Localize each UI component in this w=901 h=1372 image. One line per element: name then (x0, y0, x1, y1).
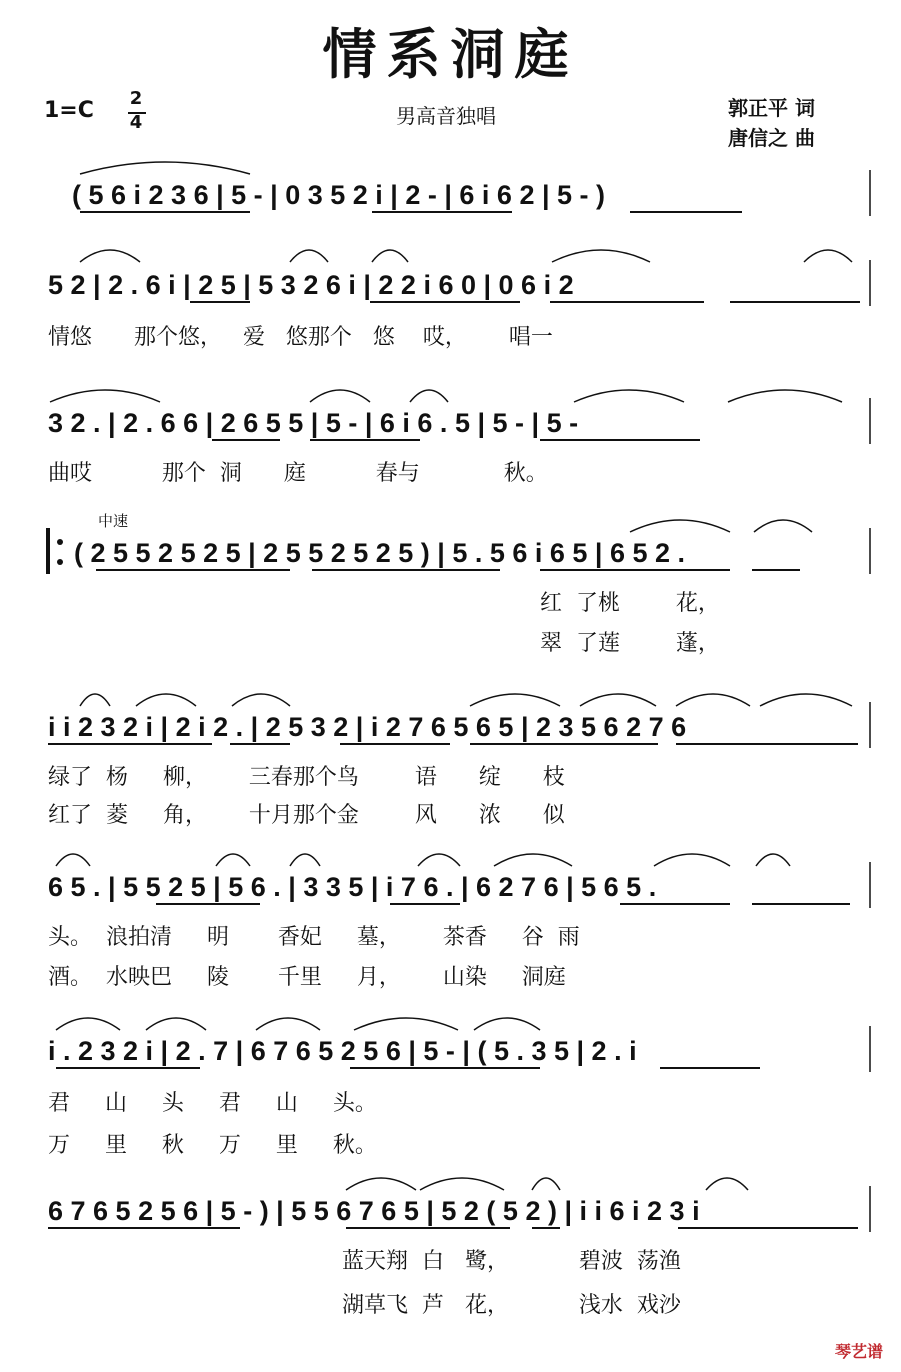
key-signature: 1=C (44, 98, 94, 123)
slur (80, 694, 110, 706)
slur (630, 520, 730, 532)
slur (418, 854, 460, 866)
song-title: 情系洞庭 (322, 22, 579, 86)
system-8-notes: 6 7 6 5 2 5 6 | 5 - ) | 5 5 6 7 6 5 | 5 2 ( 5 2 ) | i i 6 i 2 3 i (48, 1196, 700, 1226)
system-7-lyrics-2: 万 里 秋 万 里 秋。 (48, 1133, 377, 1158)
watermark-logo: 琴艺谱 (834, 1342, 883, 1361)
system-7-lyrics-1: 君 山 头 君 山 头。 (48, 1091, 377, 1116)
slur (50, 390, 160, 402)
system-2-lyrics-1: 情悠 那个悠， 爱 悠那个 悠 哎， 唱一 (48, 325, 553, 350)
slur (494, 854, 572, 866)
repeat-dot (57, 559, 63, 565)
slur (80, 162, 250, 174)
slur (290, 854, 320, 866)
slur (574, 390, 684, 402)
slur (354, 1018, 458, 1030)
system-5-lyrics-1: 绿了 杨 柳， 三春那个鸟 语 绽 枝 (48, 765, 565, 790)
system-8-lyrics-2: 湖草飞 芦 花， 浅水 戏沙 (342, 1293, 681, 1318)
slur (706, 1178, 748, 1190)
system-4-notes: ( 2 5 5 2 5 2 5 | 2 5 5 2 5 2 5 ) | 5 . 5 6 i 6 5 | 6 5 2 . (74, 538, 686, 568)
slur (804, 250, 852, 262)
slur (728, 390, 842, 402)
slur (760, 694, 852, 706)
performance-note: 男高音独唱 (396, 104, 496, 128)
slur (80, 250, 140, 262)
system-5-lyrics-2: 红了 菱 角， 十月那个金 风 浓 似 (48, 803, 565, 828)
slur (310, 390, 370, 402)
system-2-notes: 5 2 | 2 . 6 i | 2 5 | 5 3 2 6 i | 2 2 i 6 0 | 0 6 i 2 (48, 270, 574, 300)
system-4-lyrics-2: 翠 了莲 蓬， (540, 631, 720, 656)
system-6-lyrics-1: 头。 浪拍清 明 香妃 墓， 茶香 谷 雨 (48, 925, 580, 950)
slur (232, 694, 290, 706)
slur (676, 694, 750, 706)
system-1-notes: ( 5 6 i 2 3 6 | 5 - | 0 3 5 2 i | 2 - | 6 i 6 2 | 5 - ) (72, 180, 606, 210)
system-6-notes: 6 5 . | 5 5 2 5 | 5 6 . | 3 3 5 | i 7 6 . | 6 2 7 6 | 5 6 5 . (48, 872, 657, 902)
slur (136, 694, 196, 706)
tempo-mark: 中速 (98, 512, 129, 530)
time-signature-bottom: 4 (129, 112, 143, 133)
slur (552, 250, 650, 262)
system-6-lyrics-2: 酒。 水映巴 陵 千里 月， 山染 洞庭 (48, 965, 566, 990)
slur (290, 250, 328, 262)
system-3-notes: 3 2 . | 2 . 6 6 | 2 6 5 5 | 5 - | 6 i 6 . 5 | 5 - | 5 - (48, 408, 579, 438)
system-4-lyrics-1: 红 了桃 花， (540, 591, 720, 616)
slur (754, 520, 812, 532)
slur (216, 854, 250, 866)
system-5-notes: i i 2 3 2 i | 2 i 2 . | 2 5 3 2 | i 2 7 6 5 6 5 | 2 3 5 6 2 7 6 (48, 712, 687, 742)
slur (580, 694, 656, 706)
slur (56, 1018, 120, 1030)
slur (470, 694, 560, 706)
slur (420, 1178, 504, 1190)
lyricist-credit: 郭正平 词 (728, 96, 815, 120)
composer-credit: 唐信之 曲 (728, 126, 815, 150)
repeat-dot (57, 539, 63, 545)
slur (56, 854, 90, 866)
slur (410, 390, 448, 402)
slur (474, 1018, 540, 1030)
system-8-lyrics-1: 蓝天翔 白 鹭， 碧波 荡渔 (342, 1249, 681, 1274)
slur (372, 250, 408, 262)
slur (756, 854, 790, 866)
system-7-notes: i . 2 3 2 i | 2 . 7 | 6 7 6 5 2 5 6 | 5 - | ( 5 . 3 5 | 2 . i (48, 1036, 637, 1066)
slur (532, 1178, 560, 1190)
slur (146, 1018, 206, 1030)
time-signature-top: 2 (129, 88, 143, 109)
slur (256, 1018, 320, 1030)
slur (346, 1178, 416, 1190)
system-3-lyrics-1: 曲哎 那个 洞 庭 春与 秋。 (48, 461, 548, 486)
slur (654, 854, 730, 866)
